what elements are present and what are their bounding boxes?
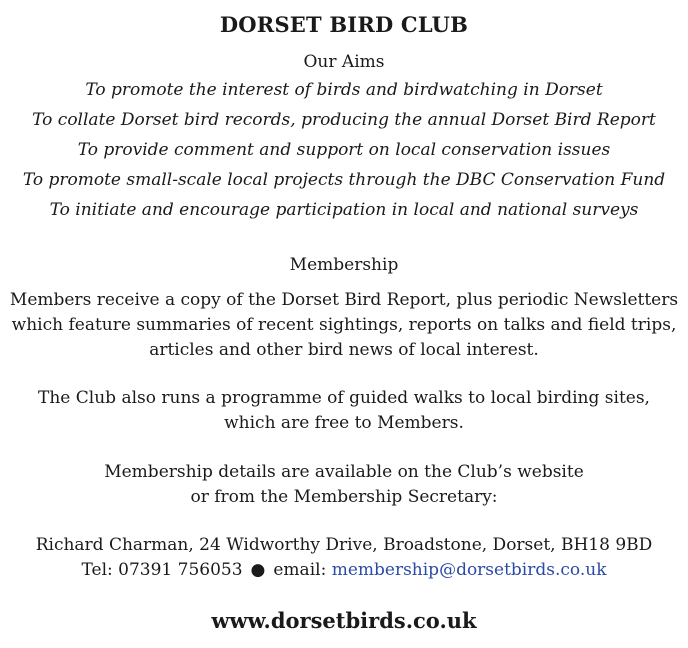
paragraph-line: articles and other bird news of local interest. [149,340,539,360]
secretary-contact [0,533,688,583]
aims-list [0,78,688,228]
guided-walks-paragraph [0,386,688,436]
aim-item: To initiate and encourage participation in local and national surveys [49,200,639,220]
secretary-address: Richard Charman, 24 Widworthy Drive, Broadstone, Dorset, BH18 9BD [35,535,653,555]
aim-item: To provide comment and support on local conservation issues [77,140,611,160]
paragraph-line: which feature summaries of recent sightings, reports on talks and field trips, [11,315,677,335]
membership-details-paragraph [0,460,688,510]
secretary-phone: Tel: 07391 756053 [81,560,243,580]
email-label: email: [273,560,327,580]
bullet-separator-icon: ● [250,560,266,580]
aim-item: To collate Dorset bird records, producing the annual Dorset Bird Report [32,110,656,130]
paragraph-line: Membership details are available on the Club’s website [104,462,584,482]
membership-benefits-paragraph [0,288,688,363]
website-url: www.dorsetbirds.co.uk [211,608,477,633]
aim-item: To promote the interest of birds and birdwatching in Dorset [85,80,603,100]
aim-item: To promote small-scale local projects through the DBC Conservation Fund [22,170,666,190]
paragraph-line: which are free to Members. [224,413,464,433]
aims-heading: Our Aims [303,52,385,72]
page-title: DORSET BIRD CLUB [219,12,469,37]
membership-heading: Membership [289,255,399,275]
paragraph-line: Members receive a copy of the Dorset Bird Report, plus periodic Newsletters [9,290,679,310]
membership-email-link[interactable]: membership@dorsetbirds.co.uk [331,560,607,580]
secretary-phone-email-line [0,558,688,583]
paragraph-line: The Club also runs a programme of guided walks to local birding sites, [38,388,650,408]
paragraph-line: or from the Membership Secretary: [190,487,498,507]
